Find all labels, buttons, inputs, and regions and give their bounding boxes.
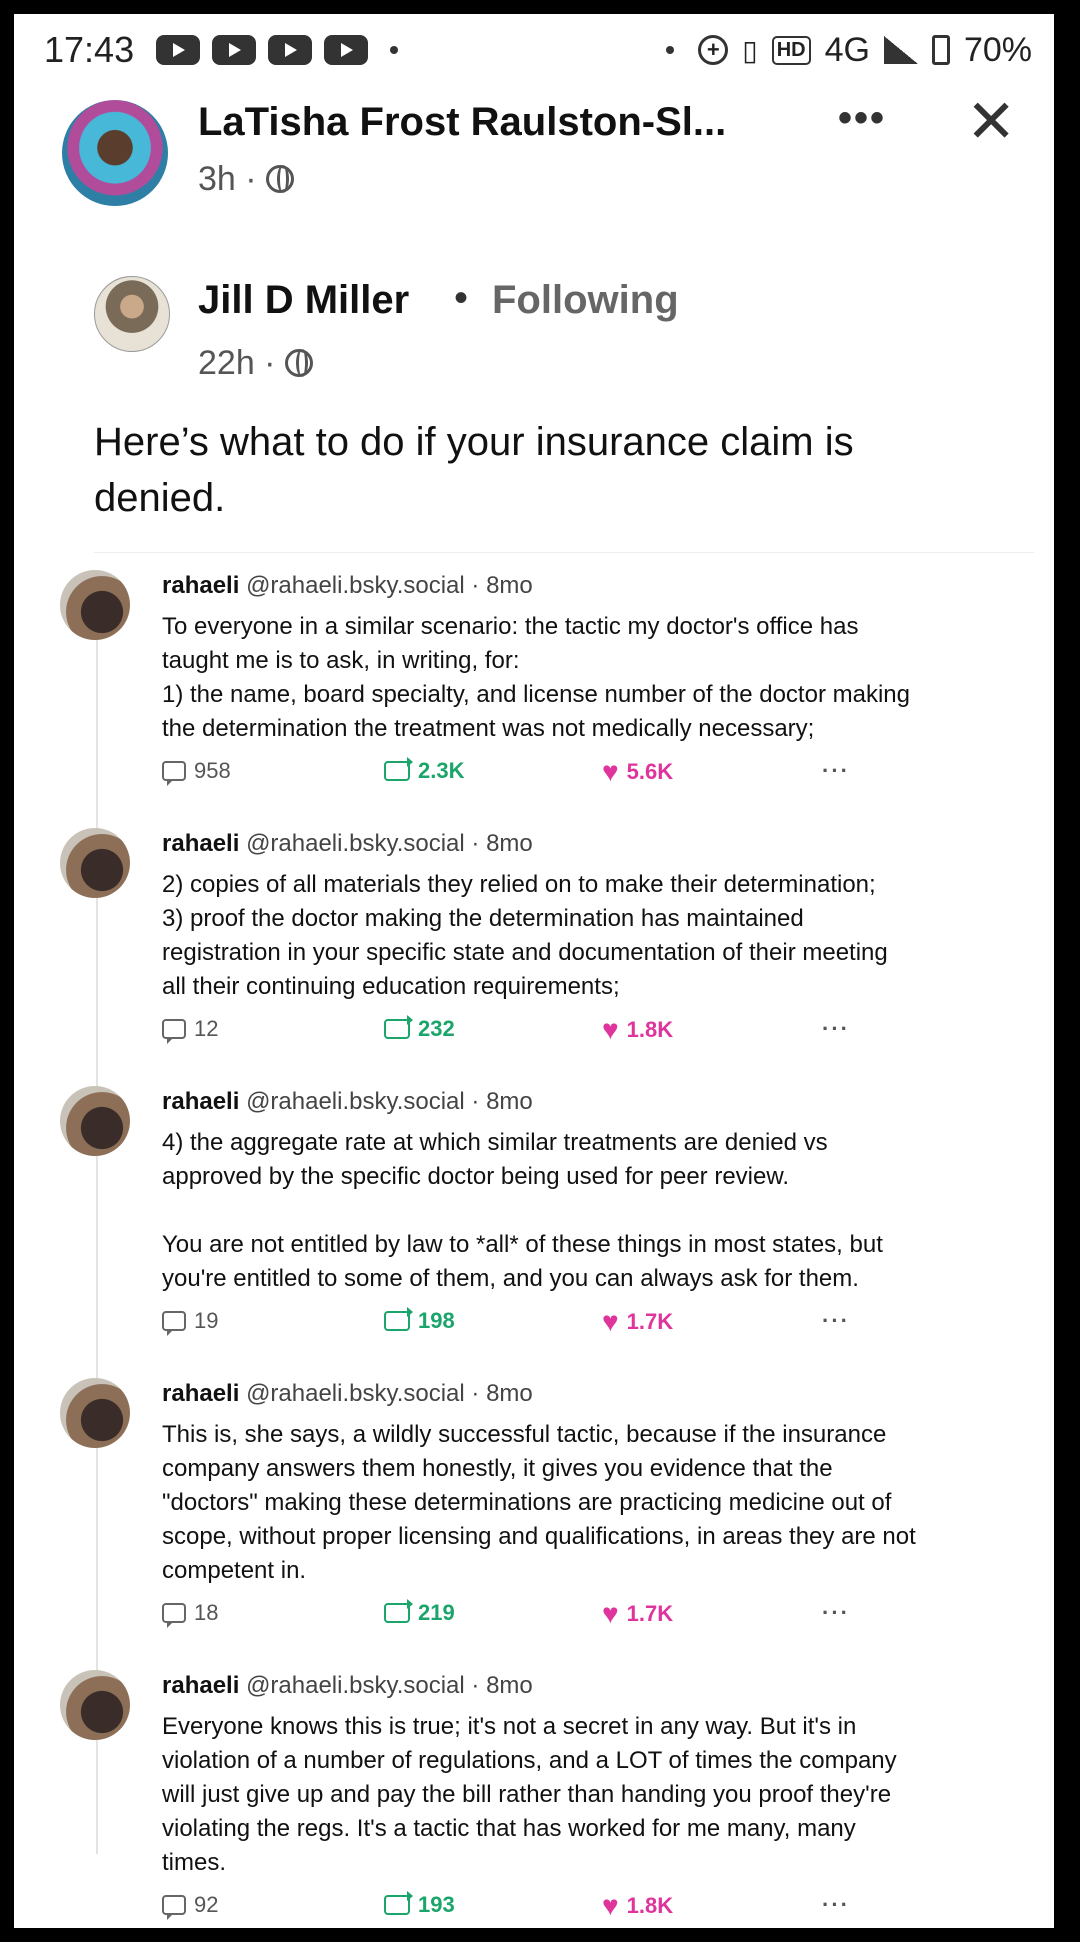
youtube-notification-icon bbox=[268, 35, 312, 65]
post-caption: Here’s what to do if your insurance claim is denied. bbox=[94, 420, 854, 520]
more-options-button[interactable]: ••• bbox=[838, 96, 887, 140]
reply-icon bbox=[162, 761, 186, 781]
status-bar bbox=[14, 14, 1054, 86]
like-count bbox=[602, 1308, 673, 1336]
tweet-header bbox=[162, 1380, 533, 1408]
separator-dot: • bbox=[454, 276, 469, 320]
post-header bbox=[14, 86, 1054, 206]
post-meta bbox=[198, 344, 313, 383]
vibrate-icon: ▯ bbox=[742, 34, 758, 66]
reply-count-value: 92 bbox=[194, 1892, 219, 1917]
reply-count bbox=[162, 758, 231, 784]
tweet-text: To everyone in a similar scenario: the tactic my doctor's office has taught me is to ask, in writing, for: 1) the name, board specialty, and license number of the doctor making the determination the treatment was not medically necessary; bbox=[162, 613, 910, 742]
clock: 17:43 bbox=[44, 29, 135, 70]
tweet-actions bbox=[162, 1016, 862, 1050]
reply-count-value: 958 bbox=[194, 758, 231, 783]
battery-percent: 70% bbox=[963, 30, 1032, 69]
repost-icon bbox=[384, 1895, 410, 1915]
like-count bbox=[602, 1016, 673, 1044]
divider bbox=[94, 552, 1034, 553]
tweet-username: rahaeli bbox=[162, 572, 240, 599]
like-count-value: 1.8K bbox=[626, 1893, 674, 1918]
post-time: 22h · bbox=[198, 344, 276, 382]
following-button[interactable]: Following bbox=[492, 278, 679, 322]
tweet-handle: @rahaeli.bsky.social · 8mo bbox=[246, 572, 533, 599]
repost-count bbox=[384, 1892, 455, 1918]
tweet-text: Everyone knows this is true; it's not a secret in any way. But it's in violation of a number of regulations, and a LOT of times the company will just give up and pay the bill rather than handing you proof they're violating the regs. It's a tactic that has worked for me many, many times. bbox=[162, 1713, 897, 1876]
tweet-header bbox=[162, 1672, 533, 1700]
poster-name[interactable]: LaTisha Frost Raulston-Sl... bbox=[198, 100, 727, 144]
repost-count-value: 232 bbox=[418, 1016, 455, 1041]
more-icon: ··· bbox=[822, 1308, 850, 1333]
youtube-notification-icon bbox=[324, 35, 368, 65]
repost-icon bbox=[384, 1019, 410, 1039]
heart-icon: ♥ bbox=[602, 1014, 619, 1045]
avatar[interactable] bbox=[94, 276, 170, 352]
post-time: 3h · bbox=[198, 160, 257, 198]
repost-count-value: 198 bbox=[418, 1308, 455, 1333]
more-icon: ··· bbox=[822, 1892, 850, 1917]
repost-count bbox=[384, 1600, 455, 1626]
like-count-value: 5.6K bbox=[626, 759, 674, 784]
tweet-handle: @rahaeli.bsky.social · 8mo bbox=[246, 830, 533, 857]
close-button[interactable]: ✕ bbox=[966, 88, 1017, 155]
avatar bbox=[60, 1670, 130, 1740]
reply-icon bbox=[162, 1895, 186, 1915]
reply-icon bbox=[162, 1311, 186, 1331]
network-label: 4G bbox=[824, 30, 870, 69]
reply-count bbox=[162, 1016, 218, 1042]
tweet-text: 2) copies of all materials they relied on to make their determination; 3) proof the doctor making the determination has maintained registration in your specific state and documentation of their meeting all their continuing education requirements; bbox=[162, 871, 888, 1000]
tweet-handle: @rahaeli.bsky.social · 8mo bbox=[246, 1088, 533, 1115]
shared-post-header bbox=[14, 266, 1054, 382]
reply-icon bbox=[162, 1019, 186, 1039]
reply-count-value: 19 bbox=[194, 1308, 219, 1333]
repost-icon bbox=[384, 1603, 410, 1623]
youtube-notification-icon bbox=[156, 35, 200, 65]
reply-icon bbox=[162, 1603, 186, 1623]
screen bbox=[14, 14, 1054, 1928]
post-meta bbox=[198, 160, 294, 199]
notification-dot-icon bbox=[666, 46, 674, 54]
author-name[interactable]: Jill D Miller bbox=[198, 278, 410, 322]
globe-icon bbox=[266, 165, 294, 193]
tweet-username: rahaeli bbox=[162, 1088, 240, 1115]
repost-count bbox=[384, 1016, 455, 1042]
repost-count bbox=[384, 758, 464, 784]
tweet-actions bbox=[162, 1308, 862, 1342]
repost-count-value: 219 bbox=[418, 1600, 455, 1625]
tweet-actions bbox=[162, 1892, 862, 1926]
like-count bbox=[602, 758, 673, 786]
reply-count-value: 12 bbox=[194, 1016, 219, 1041]
globe-icon bbox=[285, 349, 313, 377]
avatar bbox=[60, 1378, 130, 1448]
avatar bbox=[60, 1086, 130, 1156]
signal-icon bbox=[884, 36, 918, 64]
tweet-username: rahaeli bbox=[162, 830, 240, 857]
like-count bbox=[602, 1892, 673, 1920]
heart-icon: ♥ bbox=[602, 756, 619, 787]
reply-count bbox=[162, 1892, 218, 1918]
tweet-header bbox=[162, 1088, 533, 1116]
avatar bbox=[60, 828, 130, 898]
more-icon: ··· bbox=[822, 758, 850, 783]
like-count bbox=[602, 1600, 673, 1628]
hd-voice-icon: HD bbox=[772, 36, 811, 65]
repost-count-value: 2.3K bbox=[418, 758, 465, 783]
reply-count bbox=[162, 1308, 218, 1334]
youtube-notification-icon bbox=[212, 35, 256, 65]
avatar bbox=[60, 570, 130, 640]
tweet-text: This is, she says, a wildly successful tactic, because if the insurance company answers them honestly, it gives you evidence that the "doctors" making these determinations are practicing medicine out of scope, without proper licensing and qualifications, in areas they are not competent in. bbox=[162, 1421, 916, 1584]
tweet-header bbox=[162, 830, 533, 858]
repost-count-value: 193 bbox=[418, 1892, 455, 1917]
repost-count bbox=[384, 1308, 455, 1334]
more-icon: ··· bbox=[822, 1600, 850, 1625]
heart-icon: ♥ bbox=[602, 1890, 619, 1921]
thread-line bbox=[96, 614, 98, 1854]
tweet-handle: @rahaeli.bsky.social · 8mo bbox=[246, 1380, 533, 1407]
repost-icon bbox=[384, 1311, 410, 1331]
heart-icon: ♥ bbox=[602, 1598, 619, 1629]
like-count-value: 1.8K bbox=[626, 1017, 674, 1042]
more-icon: ··· bbox=[822, 1016, 850, 1041]
reply-count bbox=[162, 1600, 218, 1626]
data-saver-icon: + bbox=[698, 35, 728, 65]
tweet-header bbox=[162, 572, 533, 600]
reply-count-value: 18 bbox=[194, 1600, 219, 1625]
avatar[interactable] bbox=[62, 100, 168, 206]
tweet-handle: @rahaeli.bsky.social · 8mo bbox=[246, 1672, 533, 1699]
battery-icon bbox=[932, 35, 950, 65]
heart-icon: ♥ bbox=[602, 1306, 619, 1337]
like-count-value: 1.7K bbox=[626, 1601, 674, 1626]
repost-icon bbox=[384, 761, 410, 781]
tweet-username: rahaeli bbox=[162, 1380, 240, 1407]
notification-dot-icon bbox=[390, 46, 398, 54]
like-count-value: 1.7K bbox=[626, 1309, 674, 1334]
tweet-actions bbox=[162, 1600, 862, 1634]
tweet-username: rahaeli bbox=[162, 1672, 240, 1699]
tweet-text: 4) the aggregate rate at which similar treatments are denied vs approved by the specific doctor being used for peer review. You are not entitled by law to *all* of these things in most states, but you're entitled to some of them, and you can always ask for them. bbox=[162, 1129, 883, 1292]
tweet-actions bbox=[162, 758, 862, 792]
